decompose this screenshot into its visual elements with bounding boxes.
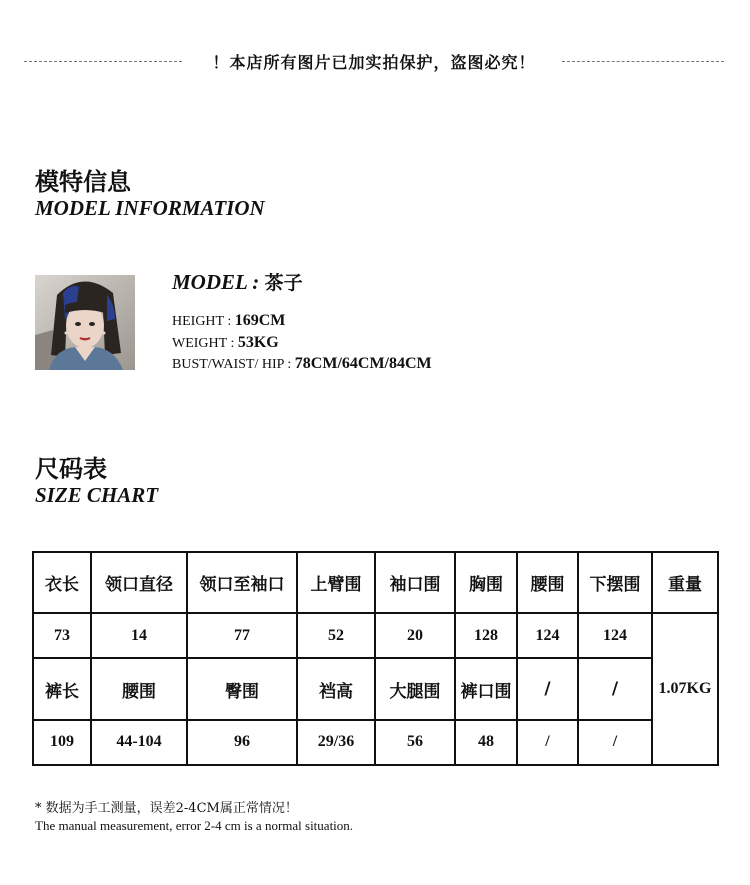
model-name: 茶子 — [264, 272, 303, 294]
value-cell: / — [517, 720, 578, 765]
header-cell: 胸围 — [455, 552, 517, 613]
value-cell: 124 — [578, 613, 652, 658]
model-info-title-cn: 模特信息 — [35, 168, 131, 196]
value-cell: 73 — [33, 613, 91, 658]
header-cell: 衣长 — [33, 552, 91, 613]
dashed-divider-right — [562, 61, 724, 62]
header-cell: 臀围 — [187, 658, 297, 719]
header-cell: 裤口围 — [455, 658, 517, 719]
measurements-value: 78CM/64CM/84CM — [294, 355, 432, 372]
table-row — [33, 658, 718, 719]
weight-header-cell: 重量 — [652, 552, 718, 613]
weight-label: WEIGHT : — [172, 336, 238, 351]
table-row — [33, 552, 718, 613]
header-cell: 裤长 — [33, 658, 91, 719]
weight-value: 53KG — [237, 334, 279, 351]
value-cell: 128 — [455, 613, 517, 658]
model-info-title-en: MODEL INFORMATION — [35, 196, 265, 220]
value-cell: / — [578, 720, 652, 765]
value-cell: 52 — [297, 613, 375, 658]
weight-row — [172, 334, 279, 352]
value-cell: 109 — [33, 720, 91, 765]
value-cell: 48 — [455, 720, 517, 765]
model-label: MODEL : — [172, 270, 265, 294]
size-chart-table — [32, 551, 719, 766]
value-cell: 29/36 — [297, 720, 375, 765]
header-cell: / — [517, 658, 578, 719]
footnote-en: The manual measurement, error 2-4 cm is a normal situation. — [35, 818, 354, 833]
measurements-label: BUST/WAIST/ HIP : — [172, 357, 295, 372]
copyright-notice — [24, 50, 724, 74]
model-name-line — [172, 268, 303, 295]
height-label: HEIGHT : — [172, 314, 235, 329]
header-cell: 领口至袖口 — [187, 552, 297, 613]
header-cell: 腰围 — [517, 552, 578, 613]
header-cell: / — [578, 658, 652, 719]
value-cell: 77 — [187, 613, 297, 658]
value-cell: 96 — [187, 720, 297, 765]
value-cell: 44-104 — [91, 720, 187, 765]
value-cell: 56 — [375, 720, 455, 765]
header-cell: 袖口围 — [375, 552, 455, 613]
weight-value-cell: 1.07KG — [652, 613, 718, 765]
height-row — [172, 312, 285, 330]
height-value: 169CM — [234, 312, 286, 329]
size-chart-title-cn: 尺码表 — [35, 455, 107, 483]
header-cell: 大腿围 — [375, 658, 455, 719]
header-cell: 领口直径 — [91, 552, 187, 613]
notice-text: ！本店所有图片已加实拍保护，盗图必究！ — [212, 53, 536, 72]
header-cell: 下摆围 — [578, 552, 652, 613]
footnote-cn: * 数据为手工测量，误差2-4CM属正常情况！ — [35, 801, 298, 816]
table-row — [33, 720, 718, 765]
measurements-row — [172, 355, 432, 373]
header-cell: 裆高 — [297, 658, 375, 719]
header-cell: 腰围 — [91, 658, 187, 719]
model-photo — [35, 275, 135, 370]
value-cell: 124 — [517, 613, 578, 658]
value-cell: 14 — [91, 613, 187, 658]
value-cell: 20 — [375, 613, 455, 658]
size-chart-title-en: SIZE CHART — [35, 483, 159, 507]
table-row — [33, 613, 718, 658]
header-cell: 上臂围 — [297, 552, 375, 613]
model-portrait-image — [35, 275, 135, 370]
